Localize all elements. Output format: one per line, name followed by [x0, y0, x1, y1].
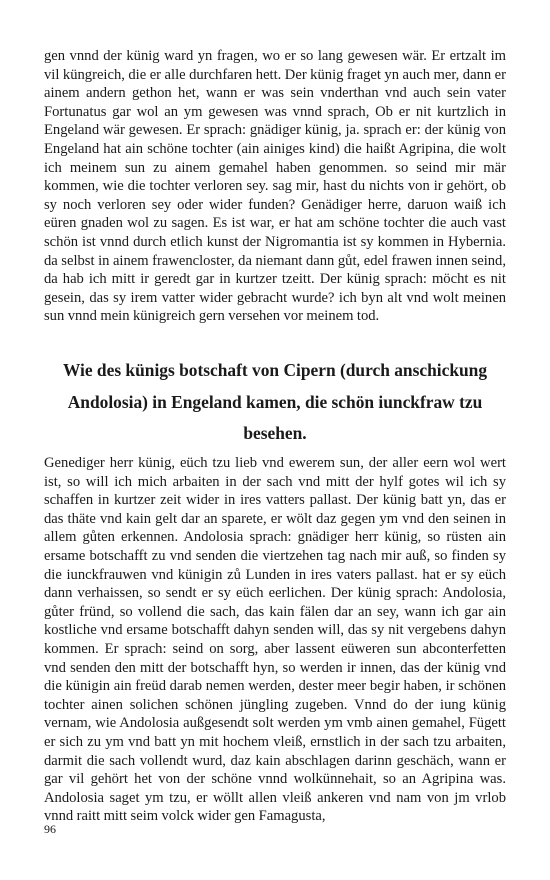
page-number: 96: [44, 822, 56, 836]
body-paragraph-1: gen vnnd der künig ward yn fragen, wo er so lang gewesen wär. Er ertzalt im vil küngreich, die er alle durchfaren hett. Der künig fraget yn auch mer, dann er ainem andern gethon het, wann er was sein vnderthan vnd auch sein vater Fortunatus gar wol an ym gewesen was vnnd sprach, Ob er nit kurtzlich in Engeland wär gewesen. Er sprach: gnädiger künig, ja. sprach er: der künig von Engeland hat ain schöne tochter (ain ainiges kind) die haißt Agripina, die wolt ich meinem sun zu ainem gemahel haben genommen. so seind mir mär kommen, wie die tochter verloren sey. sag mir, hast du nichts von ir gehört, ob sy noch verloren sey oder wider funden? Genädiger herre, daruon waiß ich eüren gnaden wol zu sagen. Es ist war, er hat am schöne tochter die auch vast schön ist vnnd durch etlich kunst der Nigromantia ist sy kommen in Hybernia. da selbst in ainem frawencloster, da niemant dann gůt, edel frawen innen seind, da hab ich mitt ir geredt gar in kurtzer tzeitt. Der künig sprach: möcht es nit gesein, das sy irem vatter wider gebracht wurde? ich byn alt vnd wolt meinen sun vnnd mein künigreich gern versehen vor meinem tod.: [44, 48, 506, 325]
chapter-heading: Wie des künigs botschaft von Cipern (durch anschickung Andolosia) in Engeland kamen, die schön iunckfraw tzu besehen.: [62, 360, 488, 443]
body-paragraph-2: Genediger herr künig, eüch tzu lieb vnd ewerem sun, der aller eern wol wert ist, so will ich mich arbaiten in der sach vnd mitt der hylf gotes wil ich sy schaffen in kurtzer zeit wider in ires vatters pallast. Der künig batt yn, das er das thäte vnd kain gelt dar an sparete, er wölt daz gegen ym vnd den seinen in allem gůten erkennen. Andolosia sprach: gnädiger herr künig, so rüsten ain ersame botschafft zu vnd senden die viertzehen tag nach mir auß, so finden sy die iunckfrauwen vnd künigin zů Lunden in ires vaters pallast. hat er sy eüch dann verhaissen, so sendt er sy eüch eerlichen. Der künig sprach: Andolosia, gůter fründ, so vollend die sach, das kain fälen dar an sey, wann ich gar ain kostliche vnd ersame botschafft dahyn senden will, das sy nit vergebens dahyn kommen. Er sprach: seind on sorg, aber lassent eüweren sun abconterfetten vnd senden den mitt der botschafft hyn, so werden ir innen, das der künig vnd die künigin ain freüd darab nemen werden, dester meer begir haben, ir schönen tochter ainen solichen schönen jüngling zugeben. Vnnd do der iung künig vernam, wie Andolosia außgesendt solt werden ym vmb ainen gemahel, Fügett er sich zu ym vnd batt yn mit hochem vleiß, ernstlich in der sach tzu arbaiten, darmit die sach vollendt wurd, daz kain abschlagen darinn geschäch, wann er gar vil gehört het von der schöne vnnd wolkünnehait, so an Agripina was. Andolosia saget ym tzu, er wöllt allen vleiß ankeren vnd nam von jm vrlob vnnd raitt mitt seim volck wider gen Famagusta,: [44, 455, 506, 825]
